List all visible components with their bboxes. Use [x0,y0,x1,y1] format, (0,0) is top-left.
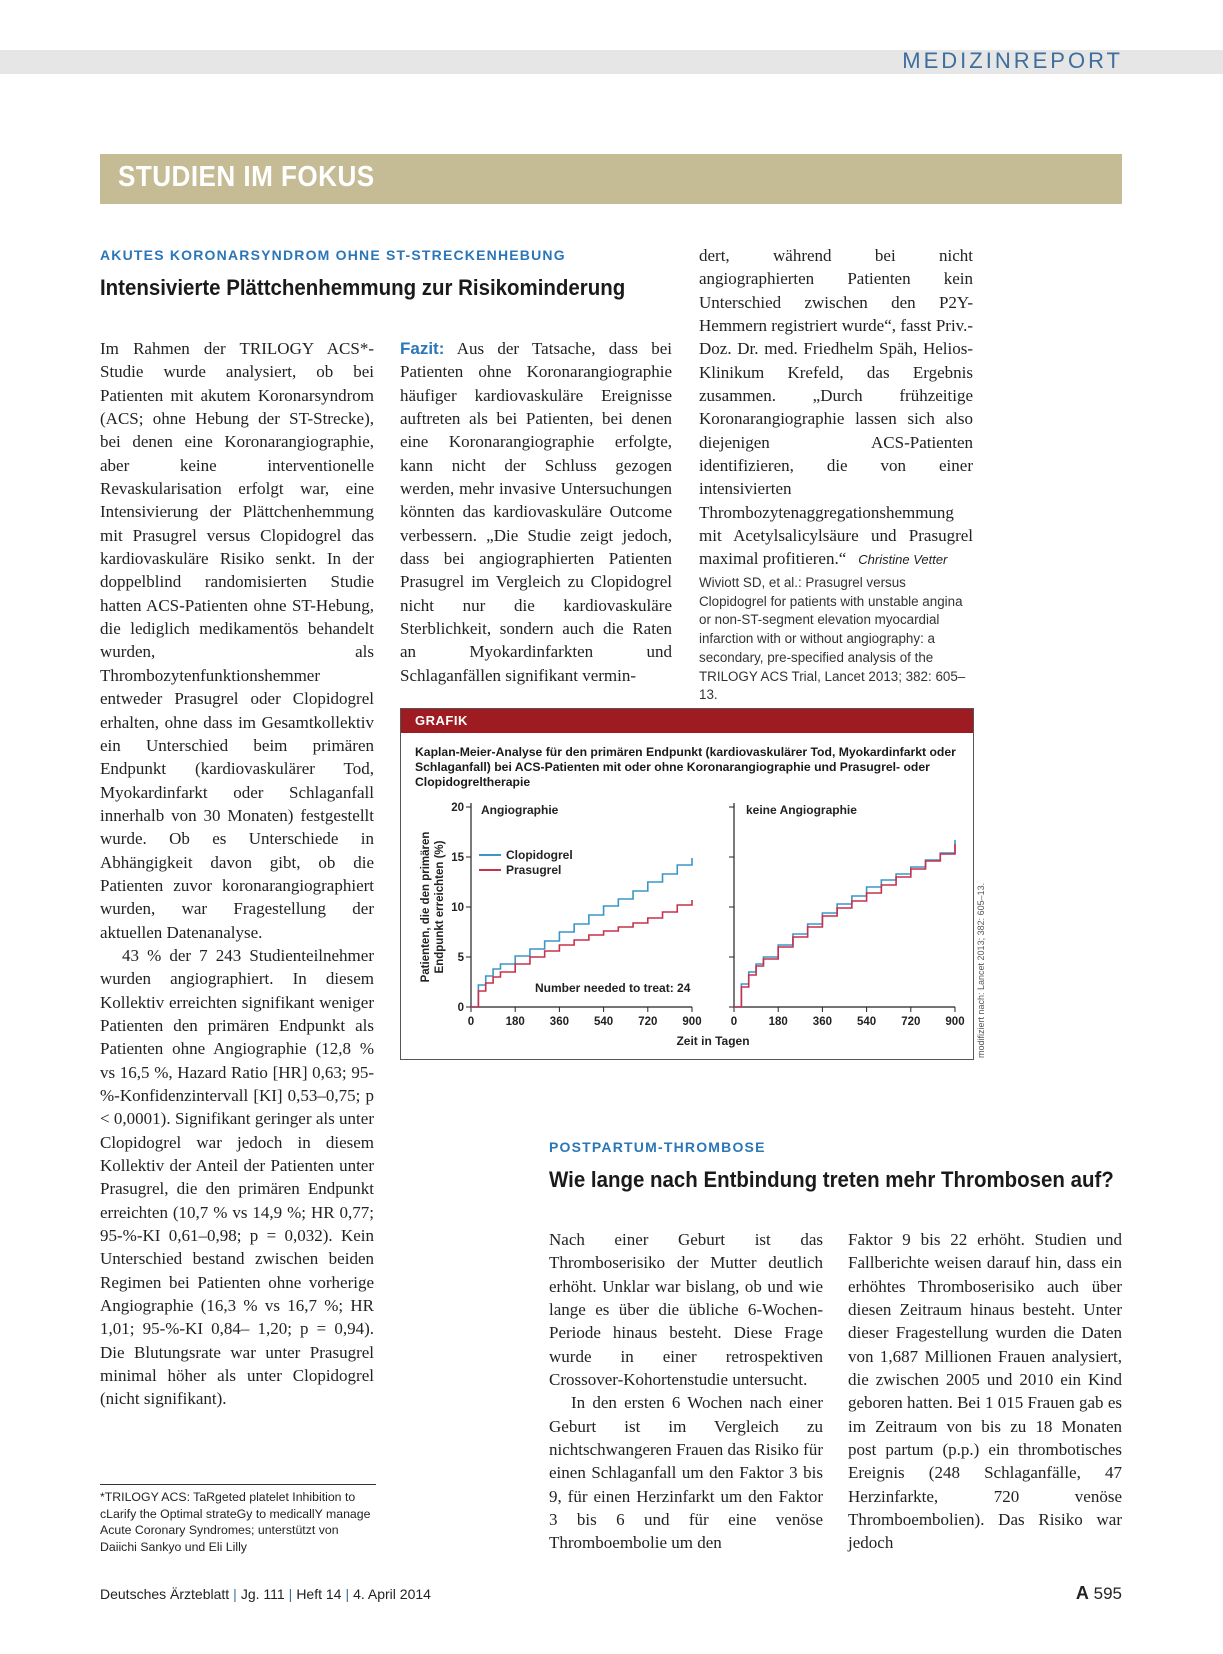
series-line-clopidogrel [734,840,955,1007]
y-tick-label: 20 [451,802,464,814]
footnote: *TRILOGY ACS: TaRgeted platelet Inhibition to cLarify the Optimal strateGy to medicallY manage Acute Coronary Syndromes; unterstützt von Daiichi Sankyo und Eli Lilly [100,1490,371,1554]
page-number-value: 595 [1093,1584,1122,1603]
x-tick-label: 720 [901,1016,921,1028]
x-tick-label: 540 [594,1016,614,1028]
article1-paragraph: Im Rahmen der TRILOGY ACS*-Studie wurde analysiert, ob bei Patienten mit akutem Koronarsyndrom (ACS; ohne Hebung der ST-Strecke), bei denen eine Koronarangiographie, aber keine interventionelle Revaskularisation erfolgt war, eine Intensivierung der Plättchenhemmung mit Prasugrel versus Clopidogrel das kardiovaskuläre Risiko senkt. In der doppelblind randomisierten Studie hatten ACS-Patienten ohne ST-Hebung, die lediglich medikamentös behandelt wurden, als Thrombozytenfunktionshemmer entweder Prasugrel oder Clopidogrel erhalten, ohne dass im Gesamtkollektiv ein Unterschied beim primären Endpunkt (kardiovaskulärer Tod, Myokardinfarkt oder Schlaganfall innerhalb von 30 Monaten) festgestellt wurde. Ob es Unterschiede in Abhängigkeit davon gibt, ob die Patienten zuvor koronarangiographiert wurden, war Fragestellung der aktuellen Datenanalyse. [100,339,374,942]
x-tick-label: 0 [467,1016,475,1028]
volume: Jg. 111 [240,1586,285,1602]
footnote-rule [100,1484,376,1485]
x-tick-label: 0 [730,1016,738,1028]
x-axis-label: Zeit in Tagen [676,1034,750,1048]
reference: Wiviott SD, et al.: Prasugrel versus Clopidogrel for patients with unstable angina or non-ST-segment elevation myocardial infarction with or without angiography: a secondary, pre-specified analysis of the TRILOGY ACS Trial, Lancet 2013; 382: 605–13. [699,575,966,703]
fazit-label: Fazit: [400,339,445,358]
legend-label: Clopidogrel [506,848,573,862]
y-tick-label: 0 [457,1002,464,1014]
panel-title: keine Angiographie [746,803,857,817]
article2-title: Wie lange nach Entbindung treten mehr Thrombosen auf? [549,1167,1114,1192]
article2-kicker: POSTPARTUM-THROMBOSE [549,1139,766,1155]
article2-column-2 [848,1228,1122,1555]
article2-paragraph: In den ersten 6 Wochen nach einer Geburt ist im Vergleich zu nichtschwangeren Frauen das Risiko für einen Schlaganfall um den Faktor 3 bis 9, für einen Herzinfarkt um den Faktor 3 bis 6 und für eine venöse Thromboembolie um den [549,1393,823,1553]
chart-annotation: Number needed to treat: 24 [535,981,691,995]
figure-credit: modifiziert nach: Lancet 2013; 382: 605–13. [976,882,986,1058]
article2-column-1 [549,1228,823,1555]
x-tick-label: 720 [638,1016,658,1028]
page-prefix: A [1075,1583,1089,1603]
footer-separator: | [345,1586,350,1602]
journal-name: Deutsches Ärzteblatt [100,1586,230,1602]
x-tick-label: 540 [857,1016,877,1028]
quote-text: dert, während bei nicht angiographierten Patienten kein Unterschied zwischen den P2Y-Hemmern registriert wurde“, fasst Priv.-Doz. Dr. med. Friedhelm Späh, Helios-Klinikum Krefeld, das Ergebnis zusammen. „Durch frühzeitige Koronarangiographie lassen sich also diejenigen ACS-Patienten identifizieren, die von einer intensivierten Thrombozytenaggregationshemmung mit Acetylsalicylsäure und Prasugrel maximal profitieren.“ [699,246,973,569]
y-axis-label: Patienten, die den primären Endpunkt erreichten (%) [420,831,446,983]
page-number [1076,1583,1122,1604]
chart-title: Kaplan-Meier-Analyse für den primären Endpunkt (kardiovaskulärer Tod, Myokardinfarkt oder Schlaganfall) bei ACS-Patienten mit oder ohne Koronarangiographie und Prasugrel- oder Clopidogreltherapie [415,745,956,789]
article1-column-1 [100,337,374,1411]
y-tick-label: 10 [451,902,464,914]
x-tick-label: 900 [682,1016,702,1028]
figure-label: GRAFIK [415,713,468,728]
x-tick-label: 900 [945,1016,965,1028]
article2-paragraph: Faktor 9 bis 22 erhöht. Studien und Fallberichte weisen darauf hin, dass ein erhöhtes Thromboserisiko auch über diesen Zeitraum hinaus besteht. Unter dieser Fragestellung wurden die Daten von 1,687 Millionen Frauen analysiert, die zwischen 2005 und 2010 ein Kind geboren hatten. Bei 1 015 Frauen gab es im Zeitraum von bis zu 18 Monaten post partum (p.p.) ein thrombotisches Ereignis (248 Schlaganfälle, 47 Herzinfarkte, 720 venöse Thromboembolien). Das Risiko war jedoch [848,1230,1122,1553]
x-tick-label: 180 [505,1016,525,1028]
article1-fazit [400,337,672,687]
banner [100,154,1122,204]
article1-title: Intensivierte Plättchenhemmung zur Risikominderung [100,275,626,300]
article1-kicker: AKUTES KORONARSYNDROM OHNE ST-STRECKENHEBUNG [100,247,566,263]
kaplan-meier-chart [401,709,973,1059]
issue: Heft 14 [296,1586,342,1602]
y-tick-label: 15 [451,852,464,864]
x-tick-label: 360 [812,1016,832,1028]
article2-paragraph: Nach einer Geburt ist das Thromboserisiko der Mutter deutlich erhöht. Unklar war bislang, ob und wie lange es über die übliche 6-Wochen-Periode hinaus besteht. Diese Frage wurde in einer retrospektiven Crossover-Kohortenstudie untersucht. [549,1230,823,1390]
x-tick-label: 360 [549,1016,569,1028]
article1-paragraph [699,244,973,572]
legend-label: Prasugrel [506,863,562,877]
x-tick-label: 180 [768,1016,788,1028]
article1-column-3 [699,244,973,572]
article1-column-2 [400,337,672,687]
fazit-text: Aus der Tatsache, dass bei Patienten ohne Koronarangiographie häufiger kardiovaskuläre Ereignisse auftreten als bei Patienten, bei denen eine Koronarangiographie erfolgte, kann nicht der Schluss gezogen werden, mehr invasive Untersuchungen könnten das kardiovaskuläre Outcome verbessern. „Die Studie zeigt jedoch, dass bei angiographierten Patienten Prasugrel im Vergleich zu Clopidogrel nicht nur die kardiovaskuläre Sterblichkeit, sondern auch die Raten an Myokardinfarkten und Schlaganfällen signifikant vermin- [400,339,672,685]
panel-title: Angiographie [481,803,559,817]
figure [400,708,974,1060]
section-label: MEDIZINREPORT [902,48,1123,73]
footer-separator: | [233,1586,237,1602]
footer [100,1586,431,1602]
author: Christine Vetter [858,552,948,568]
y-tick-label: 5 [457,952,464,964]
date: 4. April 2014 [353,1586,431,1602]
series-line-prasugrel [734,844,955,1007]
footer-separator: | [288,1586,293,1602]
article1-paragraph: 43 % der 7 243 Studienteilnehmer wurden angiographiert. In diesem Kollektiv erreichten signifikant weniger Patienten den primären Endpunkt als Patienten ohne Angiographie (12,8 % vs 16,5 %, Hazard Ratio [HR] 0,63; 95-%-Konfidenzintervall [KI] 0,53–0,75; p < 0,0001). Signifikant geringer als unter Clopidogrel war jedoch in diesem Kollektiv der Anteil der Patienten unter Prasugrel, die den primären Endpunkt erreichten (10,7 % vs 14,9 %; HR 0,77; 95-%-KI 0,61–0,98; p = 0,032). Kein Unterschied bestand zwischen beiden Regimen bei Patienten ohne vorherige Angiographie (16,3 % vs 16,7 %; HR 1,01; 95-%-KI 0,84– 1,20; p = 0,94). Die Blutungsrate war unter Prasugrel minimal höher als unter Clopidogrel (nicht signifikant). [100,945,374,1409]
banner-title: STUDIEN IM FOKUS [118,161,375,193]
